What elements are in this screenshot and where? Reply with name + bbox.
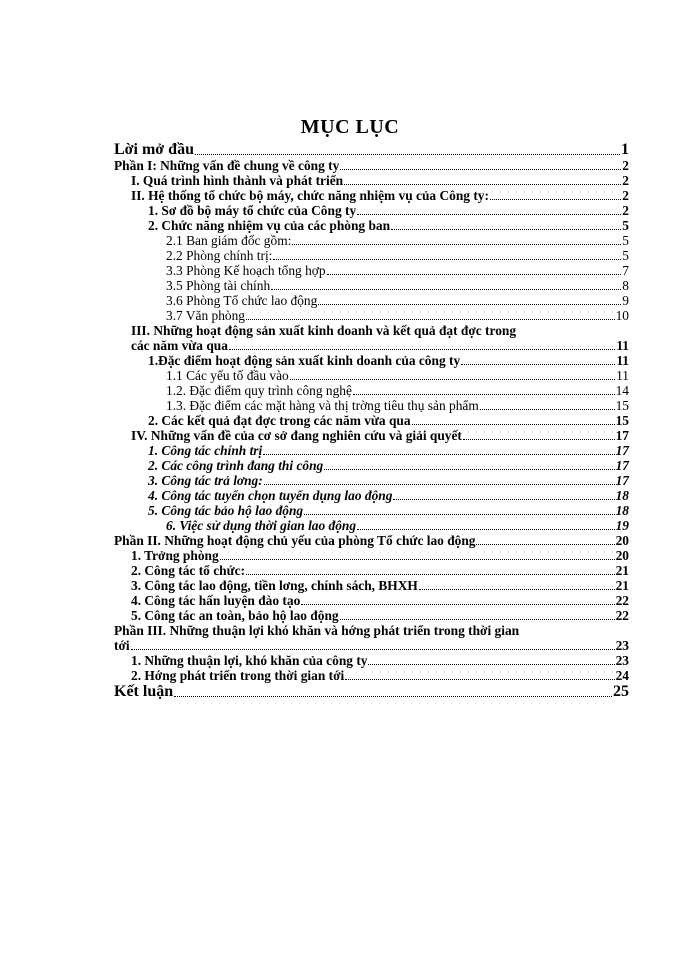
toc-entry[interactable] <box>114 533 629 548</box>
toc-entry-label: các năm vừa qua <box>131 338 228 353</box>
toc-entry-page: 21 <box>615 578 629 593</box>
toc-entry[interactable] <box>131 188 629 203</box>
toc-entry-page: 11 <box>616 338 629 353</box>
toc-entry[interactable] <box>114 141 629 158</box>
toc-entry[interactable] <box>148 353 629 368</box>
toc-entry-label: IV. Những vấn đề của cơ sở đang nghiên cứu và giải quyết <box>131 428 462 443</box>
toc-entry-page: 10 <box>615 308 629 323</box>
toc-entry[interactable] <box>114 683 629 700</box>
toc-entry[interactable] <box>166 293 629 308</box>
toc-entry[interactable] <box>148 458 629 473</box>
leader-dots <box>229 348 615 350</box>
toc-entry-page: 15 <box>615 413 629 428</box>
leader-dots <box>419 588 615 590</box>
leader-dots <box>271 288 621 290</box>
leader-dots <box>273 258 621 260</box>
toc-entry[interactable] <box>166 398 629 413</box>
toc-entry[interactable] <box>148 473 629 488</box>
toc-entry-label: 3. Công tác lao động, tiền lơng, chính sách, BHXH <box>131 578 418 593</box>
toc-entry[interactable] <box>131 578 629 593</box>
toc-entry-page: 2 <box>622 173 629 188</box>
toc-entry[interactable] <box>131 338 629 353</box>
leader-dots <box>461 363 615 365</box>
leader-dots <box>344 183 621 185</box>
toc-entry-page: 5 <box>622 218 629 233</box>
toc-entry[interactable] <box>148 488 629 503</box>
toc-entry[interactable] <box>166 383 629 398</box>
toc-entry-page: 25 <box>613 683 629 700</box>
leader-dots <box>292 243 621 245</box>
leader-dots <box>340 168 621 170</box>
toc-entry-page: 19 <box>615 518 629 533</box>
toc-entry-label: Phần I: Những vấn đề chung về công ty <box>114 158 340 173</box>
toc-entry-page: 20 <box>615 548 629 563</box>
toc-entry-label: 6. Việc sử dụng thời gian lao động <box>166 518 357 533</box>
toc-entry-label: 4. Công tác tuyển chọn tuyển dụng lao động <box>148 488 393 503</box>
leader-dots <box>246 318 615 320</box>
toc-entry[interactable] <box>148 413 629 428</box>
toc-entry[interactable] <box>166 368 629 383</box>
toc-entry[interactable] <box>131 608 629 623</box>
leader-dots <box>318 303 621 305</box>
leader-dots <box>412 423 615 425</box>
leader-dots <box>480 408 615 410</box>
toc-entry-label: 3. Công tác trả lơng: <box>148 473 263 488</box>
toc-entry-label: I. Quá trình hình thành và phát triển <box>131 173 344 188</box>
toc-entry-label: 2. Công tác tổ chức: <box>131 563 246 578</box>
toc-entry[interactable] <box>166 308 629 323</box>
toc-entry-label: 1. Trởng phòng <box>131 548 219 563</box>
toc-entry-page: 21 <box>615 563 629 578</box>
toc-entry-label: Phần II. Những hoạt động chủ yếu của phòng Tổ chức lao động <box>114 533 476 548</box>
toc-entry-page: 9 <box>622 293 629 308</box>
toc-entry[interactable] <box>114 638 629 653</box>
toc-entry[interactable] <box>148 218 629 233</box>
leader-dots <box>353 393 615 395</box>
toc-entry[interactable] <box>148 503 629 518</box>
toc-entry-page: 17 <box>615 458 629 473</box>
toc-entry-page: 20 <box>615 533 629 548</box>
toc-title: MỤC LỤC <box>300 116 400 138</box>
leader-dots <box>393 498 614 500</box>
toc-entry-label: 3.6 Phòng Tổ chức lao động <box>166 293 318 308</box>
leader-dots <box>490 198 621 200</box>
toc-entry-label: 2. Hớng phát triển trong thời gian tới <box>131 668 345 683</box>
toc-entry-label: II. Hệ thống tổ chức bộ máy, chức năng nhiệm vụ của Công ty: <box>131 188 489 203</box>
toc-entry-label: 2.1 Ban giám đốc gồm: <box>166 233 292 248</box>
toc-entry-label: 3.5 Phòng tài chính <box>166 278 271 293</box>
toc-entry-page: 17 <box>615 428 629 443</box>
leader-dots <box>324 468 614 470</box>
toc-entry-label: Phần III. Những thuận lợi khó khăn và hớng phát triển trong thời gian <box>114 623 520 638</box>
toc-entry-label: tới <box>114 638 130 653</box>
toc-entry-label: 1.1 Các yếu tố đầu vào <box>166 368 289 383</box>
toc-entry[interactable] <box>148 443 629 458</box>
toc-entry[interactable] <box>131 173 629 188</box>
toc-entry-page: 7 <box>622 263 629 278</box>
toc-entry-page: 24 <box>615 668 629 683</box>
toc-entry-page: 18 <box>615 488 629 503</box>
leader-dots <box>304 513 614 515</box>
toc-entry-page: 2 <box>622 158 629 173</box>
toc-entry[interactable] <box>131 323 629 338</box>
leader-dots <box>290 378 615 380</box>
toc-entry-label: 3.7 Văn phòng <box>166 308 245 323</box>
toc-entry[interactable] <box>131 548 629 563</box>
toc-entry-label: III. Những hoạt động sản xuất kinh doanh và kết quả đạt đợc trong <box>131 323 517 338</box>
toc-entry-label: 2. Các kết quả đạt đợc trong các năm vừa qua <box>148 413 411 428</box>
leader-dots <box>476 543 614 545</box>
toc-entry-page: 5 <box>622 233 629 248</box>
toc-entry-page: 14 <box>615 383 629 398</box>
toc-entry-label: 1. Sơ đồ bộ máy tổ chức của Công ty <box>148 203 357 218</box>
toc-entry-label: 1. Những thuận lợi, khó khăn của công ty <box>131 653 368 668</box>
leader-dots <box>264 483 615 485</box>
leader-dots <box>246 573 615 575</box>
toc-entry-page: 17 <box>615 443 629 458</box>
leader-dots <box>463 438 615 440</box>
leader-dots <box>131 648 615 650</box>
leader-dots <box>301 603 614 605</box>
leader-dots <box>220 558 615 560</box>
leader-dots <box>345 678 614 680</box>
toc-entry-label: 2. Chức năng nhiệm vụ của các phòng ban <box>148 218 391 233</box>
toc-entry-page: 5 <box>622 248 629 263</box>
toc-entry-label: 5. Công tác bảo hộ lao động <box>148 503 304 518</box>
toc-entry[interactable] <box>166 233 629 248</box>
toc-entry[interactable] <box>166 278 629 293</box>
toc-entry-label: 2. Các công trình đang thi công <box>148 458 324 473</box>
leader-dots <box>174 695 612 697</box>
leader-dots <box>340 618 615 620</box>
toc-entry-label: 1.3. Đặc điểm các mặt hàng và thị trờng tiêu thụ sản phẩm <box>166 398 479 413</box>
toc-entry-label: 1.2. Đặc điểm quy trình công nghệ <box>166 383 352 398</box>
toc-entry[interactable] <box>131 428 629 443</box>
leader-dots <box>327 273 622 275</box>
leader-dots <box>357 213 621 215</box>
toc-entry-page: 15 <box>615 398 629 413</box>
toc-entry-page: 22 <box>615 593 629 608</box>
toc-entry-page: 2 <box>622 188 629 203</box>
toc-entry-label: Lời mở đầu <box>114 141 194 158</box>
toc-entry-label: 3.3 Phòng Kế hoạch tổng hợp <box>166 263 326 278</box>
toc-entry[interactable] <box>131 668 629 683</box>
toc-entry-page: 18 <box>615 503 629 518</box>
leader-dots <box>195 153 620 155</box>
toc-entry[interactable] <box>131 563 629 578</box>
toc-entry[interactable] <box>114 623 629 638</box>
toc-entry[interactable] <box>131 593 629 608</box>
toc-entry-label: Kết luận <box>114 683 174 700</box>
toc-entry[interactable] <box>166 518 629 533</box>
toc-entry-page: 23 <box>615 638 629 653</box>
leader-dots <box>357 528 615 530</box>
leader-dots <box>368 663 614 665</box>
toc-entry-page: 11 <box>616 368 629 383</box>
toc-entry[interactable] <box>114 158 629 173</box>
toc-entry-label: 4. Công tác hấn luyện đào tạo <box>131 593 301 608</box>
toc-entry-label: 5. Công tác an toàn, bảo hộ lao động <box>131 608 339 623</box>
toc-entry-label: 1.Đặc điểm hoạt động sản xuất kinh doanh của công ty <box>148 353 461 368</box>
toc-entry-label: 1. Công tác chính trị <box>148 443 263 458</box>
toc-entry[interactable] <box>166 263 629 278</box>
toc-entry-page: 2 <box>622 203 629 218</box>
toc-entry-page: 8 <box>622 278 629 293</box>
toc-entry-page: 23 <box>615 653 629 668</box>
toc-entry-page: 17 <box>615 473 629 488</box>
toc-entry[interactable] <box>131 653 629 668</box>
leader-dots <box>263 453 614 455</box>
toc-entry[interactable] <box>166 248 629 263</box>
toc-entry-page: 11 <box>616 353 629 368</box>
toc-entry-page: 22 <box>615 608 629 623</box>
toc-entry-page: 1 <box>621 141 629 158</box>
leader-dots <box>391 228 621 230</box>
toc-entry[interactable] <box>148 203 629 218</box>
toc-entry-label: 2.2 Phòng chính trị: <box>166 248 273 263</box>
